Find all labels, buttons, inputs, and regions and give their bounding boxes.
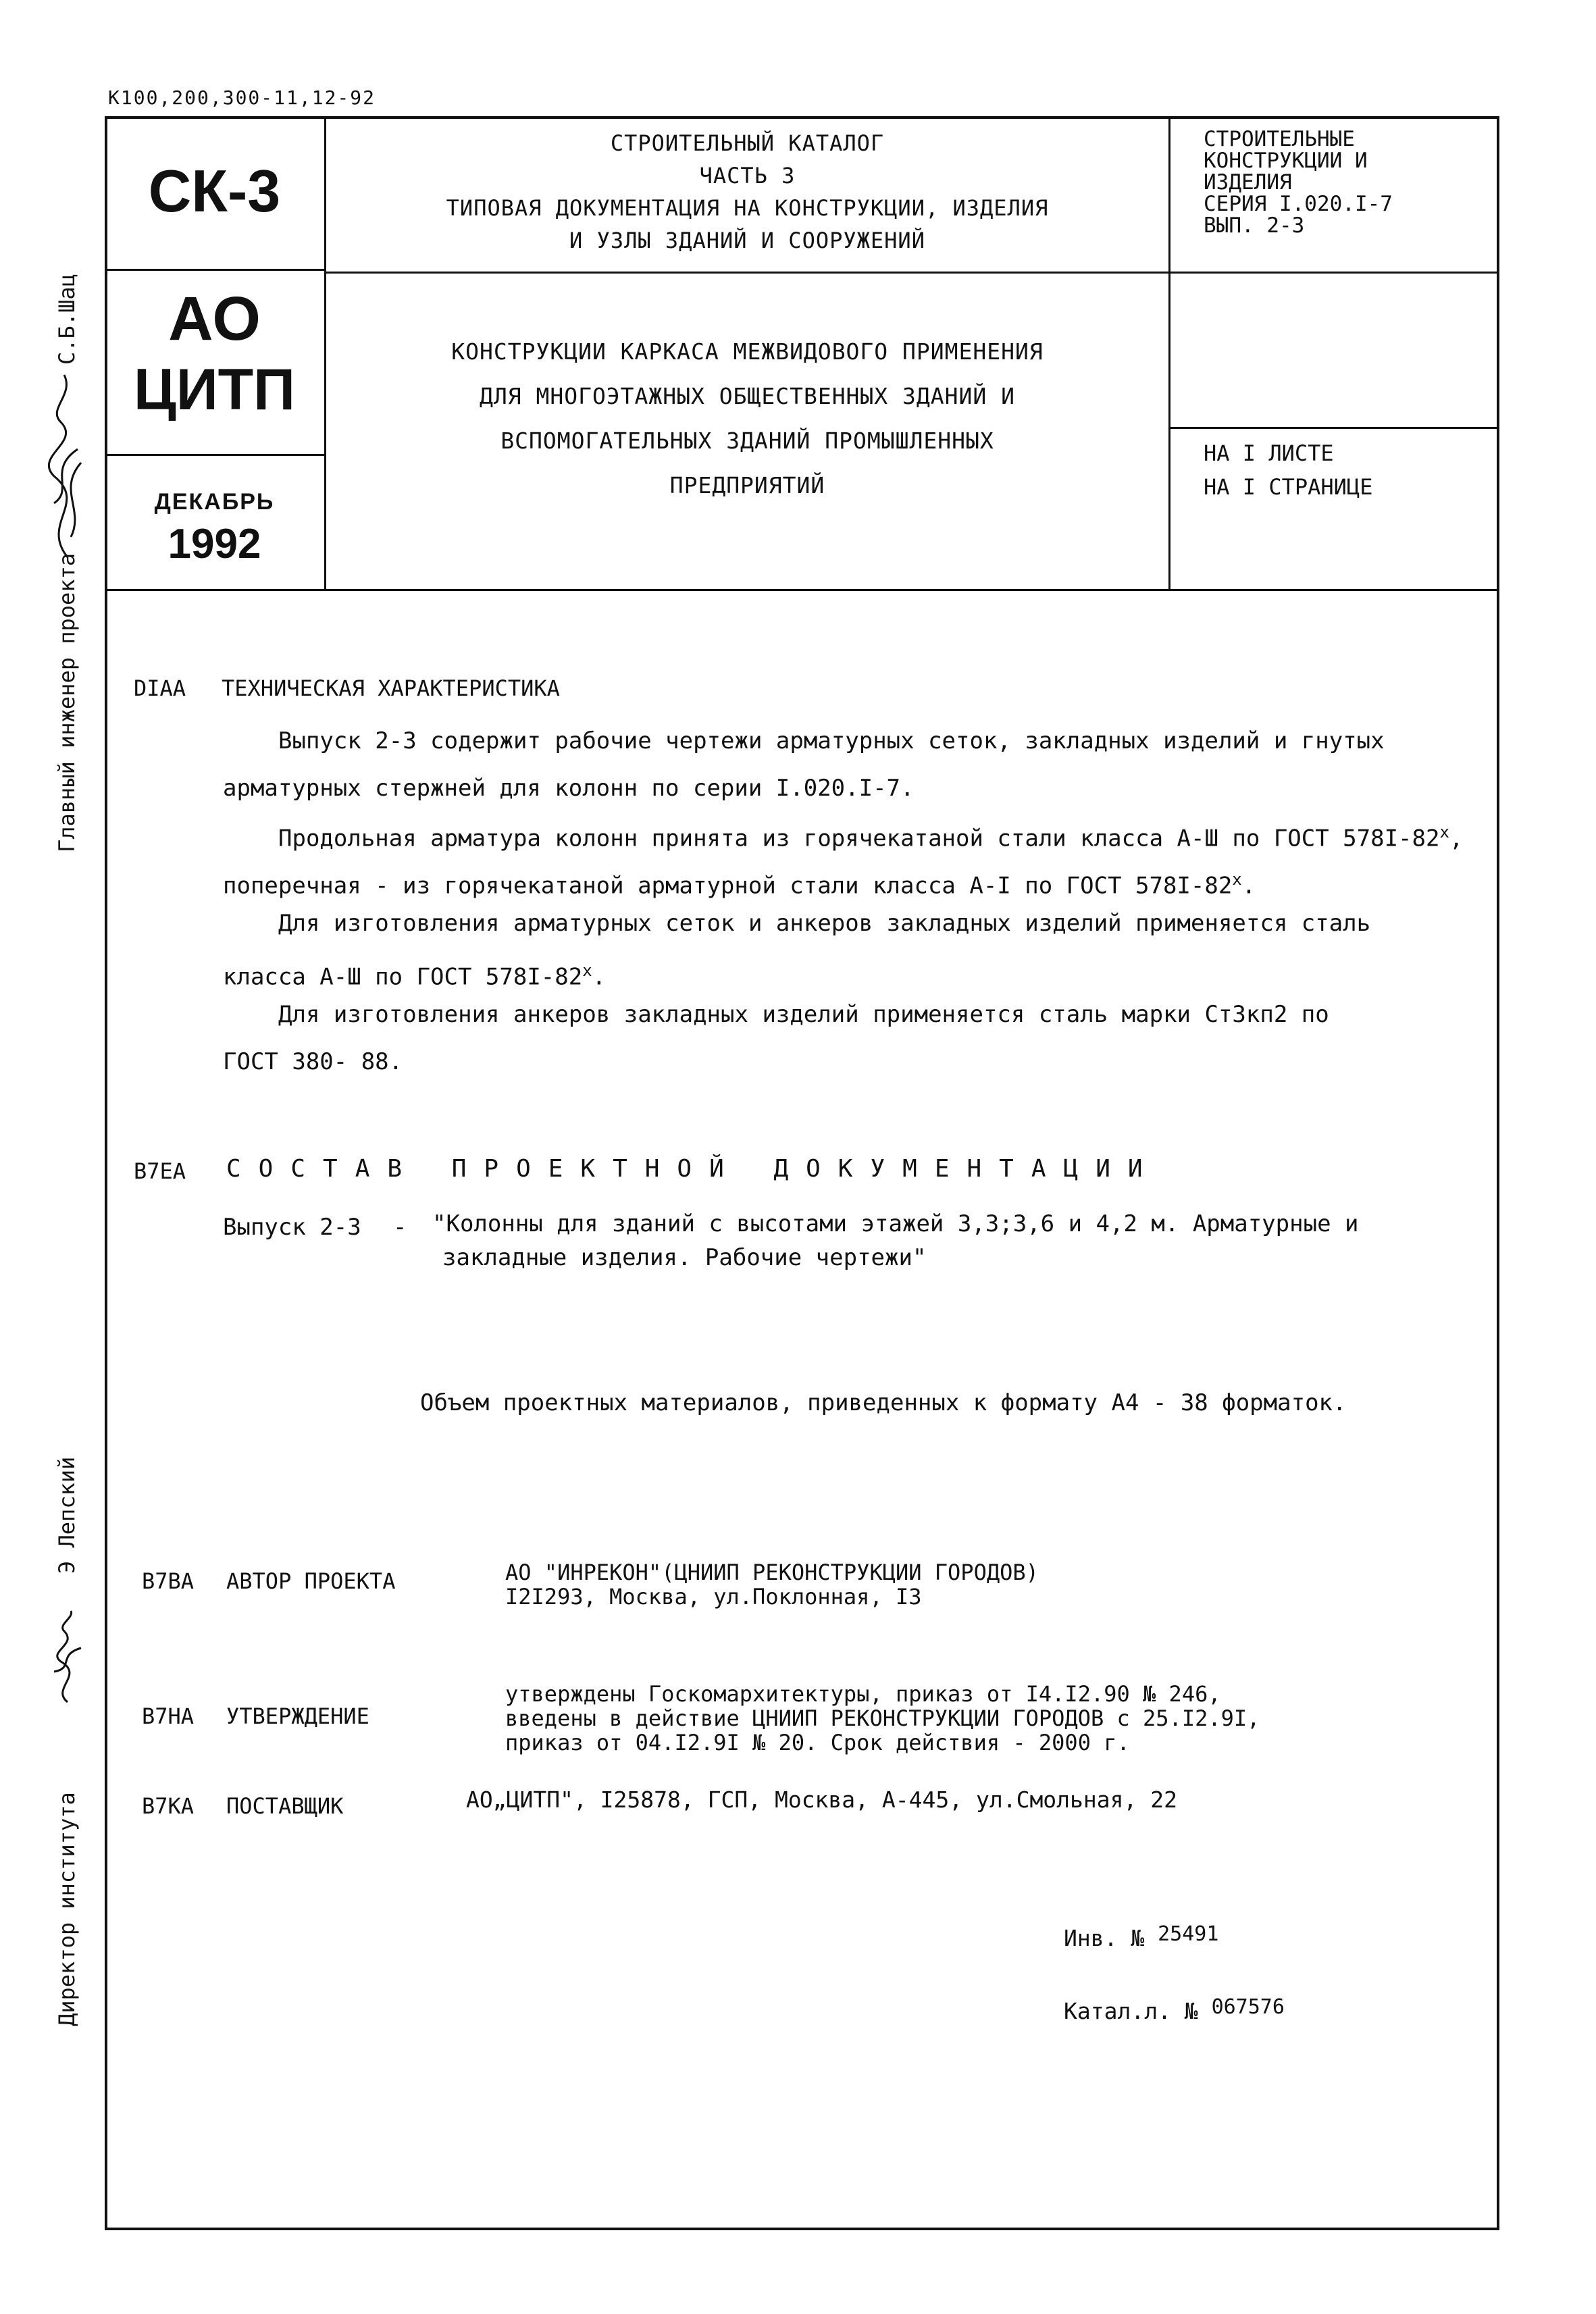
composition-desc-2: закладные изделия. Рабочие чертежи" [442, 1244, 927, 1271]
tech-p4a: Для изготовления анкеров закладных изделий применяется сталь марки Ст3кп2 по [278, 1001, 1329, 1028]
approval-label: УТВЕРЖДЕНИЕ [226, 1703, 369, 1729]
tech-p3a: Для изготовления арматурных сеток и анкеров закладных изделий применяется сталь [278, 910, 1371, 937]
composition-issue: Выпуск 2-3 [223, 1214, 361, 1241]
stamp-citp: ЦИТП [134, 357, 295, 422]
header-bottom-line [105, 589, 1499, 591]
tech-p1a: Выпуск 2-3 содержит рабочие чертежи арматурных сеток, закладных изделий и гнутых [278, 727, 1385, 754]
composition-volume: Объем проектных материалов, приведенных к формату А4 - 38 форматок. [420, 1389, 1347, 1416]
stamp-year: 1992 [168, 521, 261, 567]
series-line-c: ИЗДЕЛИЯ [1204, 170, 1292, 195]
catalog-line-1: СТРОИТЕЛЬНЫЙ КАТАЛОГ [610, 130, 885, 156]
sheets-line-2: НА I СТРАНИЦЕ [1204, 474, 1373, 500]
title-line-4: ПРЕДПРИЯТИЙ [669, 472, 825, 498]
series-line-a: СТРОИТЕЛЬНЫЕ [1204, 127, 1355, 151]
chief-engineer-label: Главный инженер проекта [54, 552, 80, 852]
tech-p2b-sup: x [1232, 870, 1242, 889]
tech-p2a-sup: x [1439, 823, 1449, 842]
tech-code: DIAA [134, 675, 186, 701]
tech-p3b-sup: x [582, 961, 592, 980]
author-line-1: АО "ИНРЕКОН"(ЦНИИП РЕКОНСТРУКЦИИ ГОРОДОВ) [505, 1560, 1039, 1585]
catalog-sheet-label: Катал.л. № [1064, 1998, 1198, 2024]
document-title [326, 330, 1168, 508]
composition-heading: СОСТАВ ПРОЕКТНОЙ ДОКУМЕНТАЦИИ [226, 1155, 1160, 1183]
tech-p3b-wrap: класса А-Ш по ГОСТ 578I-82$^x$. [223, 961, 607, 991]
supplier-label: ПОСТАВЩИК [226, 1793, 344, 1819]
catalog-line-3: ТИПОВАЯ ДОКУМЕНТАЦИЯ НА КОНСТРУКЦИИ, ИЗДЕЛИЯ [446, 195, 1049, 221]
series-divider [1168, 116, 1170, 589]
tech-p1b: арматурных стержней для колонн по серии I.020.I-7. [223, 775, 915, 802]
author-code: B7BA [142, 1568, 195, 1594]
director-label: Директор института [54, 1792, 80, 2026]
director-name: Э Лепский [54, 1456, 80, 1574]
supplier-line: АО„ЦИТП", I25878, ГСП, Москва, А-445, ул.Смольная, 22 [466, 1786, 1177, 1813]
tech-heading: ТЕХНИЧЕСКАЯ ХАРАКТЕРИСТИКА [222, 675, 560, 701]
approval-line-3: приказ от 04.I2.9I № 20. Срок действия - 2000 г. [505, 1730, 1130, 1755]
inventory-number: 25491 [1158, 1922, 1219, 1946]
author-label: АВТОР ПРОЕКТА [226, 1568, 396, 1594]
catalog-sheet-line [1064, 1995, 1285, 2024]
composition-code: B7EA [134, 1158, 186, 1184]
tech-p2a: Продольная арматура колонн принята из горячекатаной стали класса А-Ш по ГОСТ 578I-82 [278, 825, 1440, 852]
series-line-b: КОНСТРУКЦИИ И [1204, 149, 1368, 173]
title-line-2: ДЛЯ МНОГОЭТАЖНЫХ ОБЩЕСТВЕННЫХ ЗДАНИЙ И [480, 383, 1015, 409]
stamp-line-1 [105, 269, 324, 271]
author-line-2: I2I293, Москва, ул.Поклонная, I3 [505, 1584, 922, 1610]
chief-engineer-name: С.Б.Шац [54, 274, 80, 365]
inventory-line [1064, 1922, 1219, 1951]
catalog-line-4: И УЗЛЫ ЗДАНИЙ И СООРУЖЕНИЙ [569, 228, 925, 253]
series-line-e: ВЫП. 2-3 [1204, 213, 1305, 238]
tech-p2b-wrap: поперечная - из горячекатаной арматурной стали класса А-I по ГОСТ 578I-82$^x$. [223, 870, 1256, 900]
approval-details [505, 1682, 1260, 1755]
series-box [1204, 128, 1393, 236]
stamp-month: ДЕКАБРЬ [154, 489, 275, 515]
supplier-code: B7KA [142, 1793, 195, 1819]
tech-p3b: класса А-Ш по ГОСТ 578I-82 [223, 963, 583, 991]
stamp-line-2 [105, 454, 324, 456]
approval-line-2: введены в действие ЦНИИП РЕКОНСТРУКЦИИ ГОРОДОВ с 25.I2.9I, [505, 1705, 1260, 1731]
series-line-1 [1168, 272, 1499, 274]
stamp-sk: СК-3 [148, 157, 281, 224]
catalog-header [326, 127, 1168, 257]
approval-code: B7HA [142, 1703, 195, 1729]
author-details [505, 1560, 1039, 1609]
stamp-ao: АО [168, 284, 261, 353]
title-line-3: ВСПОМОГАТЕЛЬНЫХ ЗДАНИЙ ПРОМЫШЛЕННЫХ [500, 428, 994, 454]
chief-engineer-signature [27, 368, 101, 564]
tech-p4b: ГОСТ 380- 88. [223, 1048, 403, 1075]
document-code: К100,200,300-11,12-92 [108, 86, 376, 109]
series-line-2 [1168, 427, 1499, 429]
tech-p2b: поперечная - из горячекатаной арматурной стали класса А-I по ГОСТ 578I-82 [223, 872, 1233, 900]
title-line-1: КОНСТРУКЦИИ КАРКАСА МЕЖВИДОВОГО ПРИМЕНЕНИЯ [451, 338, 1044, 365]
composition-dash: - [393, 1214, 407, 1241]
catalog-sheet-number: 067576 [1211, 1995, 1285, 2019]
sheets-line-1: НА I ЛИСТЕ [1204, 440, 1334, 466]
director-signature [37, 1608, 98, 1709]
catalog-line-2: ЧАСТЬ 3 [699, 163, 796, 188]
composition-desc-1: "Колонны для зданий с высотами этажей 3,3;3,6 и 4,2 м. Арматурные и [432, 1210, 1359, 1237]
sheets-info [1204, 436, 1372, 504]
inventory-label: Инв. № [1064, 1925, 1145, 1951]
approval-line-1: утверждены Госкомархитектуры, приказ от I4.I2.90 № 246, [505, 1681, 1221, 1707]
series-line-d: СЕРИЯ I.020.I-7 [1204, 192, 1393, 216]
catalog-line [324, 272, 1168, 274]
tech-p2a-wrap: Продольная арматура колонн принята из горячекатаной стали класса А-Ш по ГОСТ 578I-82$^x$, [278, 823, 1464, 852]
